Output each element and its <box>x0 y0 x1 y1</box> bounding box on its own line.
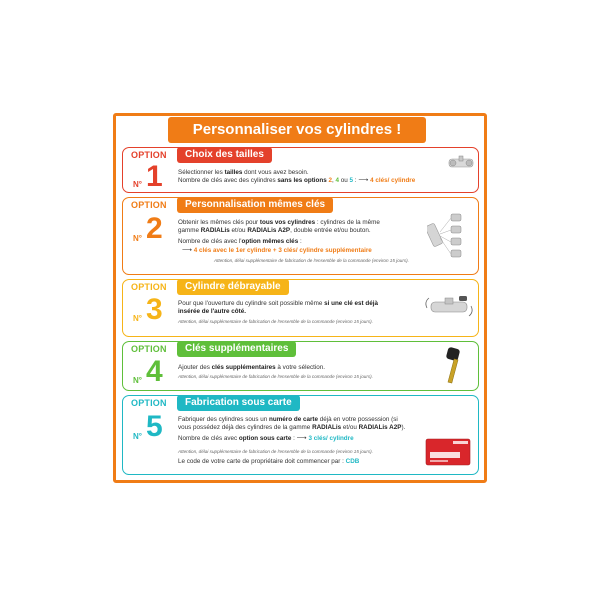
option-digit: 4 <box>146 355 163 388</box>
option-label: OPTION <box>131 200 167 210</box>
option-result: 4 clés/ cylindre <box>370 177 416 185</box>
option-no: N° <box>133 376 142 385</box>
option-title: Personnalisation mêmes clés <box>177 197 333 213</box>
option-no: N° <box>133 314 142 323</box>
option-description: Obtenir les mêmes clés pour tous vos cylindres : cylindres de la même gamme RADIALis et/ou RADIALis A2P, double entrée et/ou bouton. Nombre de clés avec l'option mêmes clés : ⟶ 4 clés avec le 1er cylindre + 3 clés/ cylindre supplémentaire Attention, délai supplémentaire de fabrication de l'ensemble de la commande (environ 15 jours). <box>178 219 409 263</box>
option-label: OPTION <box>131 282 167 292</box>
option-card-4 <box>122 341 479 391</box>
option-label: OPTION <box>131 398 167 408</box>
option-no: N° <box>133 234 142 243</box>
option-digit: 1 <box>146 160 163 193</box>
card-code-prefix: CDB <box>345 457 360 465</box>
page-title: Personnaliser vos cylindres ! <box>168 117 426 143</box>
option-card-5 <box>122 395 479 475</box>
option-label: OPTION <box>131 344 167 354</box>
option-result: 3 clés/ cylindre <box>308 435 354 443</box>
key-icon <box>443 346 463 386</box>
double-cylinder-icon <box>446 152 476 174</box>
option-result: 4 clés avec le 1er cylindre + 3 clés/ cylindre supplémentaire <box>193 246 372 254</box>
option-description: Sélectionner les tailles dont vous avez besoin. Nombre de clés avec des cylindres sans les options 2, 4 ou 5 : ⟶ 4 clés/ cylindre <box>178 169 416 185</box>
owner-card-icon <box>425 438 471 466</box>
option-no: N° <box>133 432 142 441</box>
option-card-2 <box>122 197 479 275</box>
option-title: Clés supplémentaires <box>177 341 296 357</box>
option-description: Ajouter des clés supplémentaires à votre sélection. Attention, délai supplémentaire de fabrication de l'ensemble de la commande (environ 15 jours). <box>178 364 373 380</box>
option-card-1 <box>122 147 479 193</box>
option-note: Attention, délai supplémentaire de fabrication de l'ensemble de la commande (environ 15 jours). <box>178 374 373 380</box>
option-description: Pour que l'ouverture du cylindre soit possible même si une clé est déjà insérée de l'autre côté. Attention, délai supplémentaire de fabrication de l'ensemble de la commande (environ 15 jours). <box>178 300 379 325</box>
option-no: N° <box>133 180 142 189</box>
arrow-icon: ⟶ <box>182 246 193 254</box>
option-digit: 3 <box>146 293 163 326</box>
option-note: Attention, délai supplémentaire de fabrication de l'ensemble de la commande (environ 15 jours). <box>214 257 409 263</box>
arrow-icon: ⟶ <box>358 177 369 185</box>
option-note: Attention, délai supplémentaire de fabrication de l'ensemble de la commande (environ 15 jours). <box>178 448 373 454</box>
clutch-cylinder-icon <box>423 292 475 322</box>
option-digit: 5 <box>146 410 163 443</box>
arrow-icon: ⟶ <box>296 435 307 443</box>
option-label: OPTION <box>131 150 167 160</box>
keyed-alike-icon <box>427 212 469 262</box>
option-note: Attention, délai supplémentaire de fabrication de l'ensemble de la commande (environ 15 jours). <box>178 319 373 325</box>
option-card-3 <box>122 279 479 337</box>
option-title: Choix des tailles <box>177 147 272 163</box>
option-description: Fabriquer des cylindres sous un numéro de carte déjà en votre possession (si vous possédez déjà des cylindres de la gamme RADIALis et/ou RADIALis A2P). Nombre de clés avec option sous carte : ⟶ 3 clés/ cylindre Attention, délai supplémentaire de fabrication de l'ensemble de la commande (environ 15 jours). Le code de votre carte de propriétaire doit commencer par : CDB <box>178 416 418 466</box>
option-title: Cylindre débrayable <box>177 279 289 295</box>
option-title: Fabrication sous carte <box>177 395 300 411</box>
option-digit: 2 <box>146 212 163 245</box>
